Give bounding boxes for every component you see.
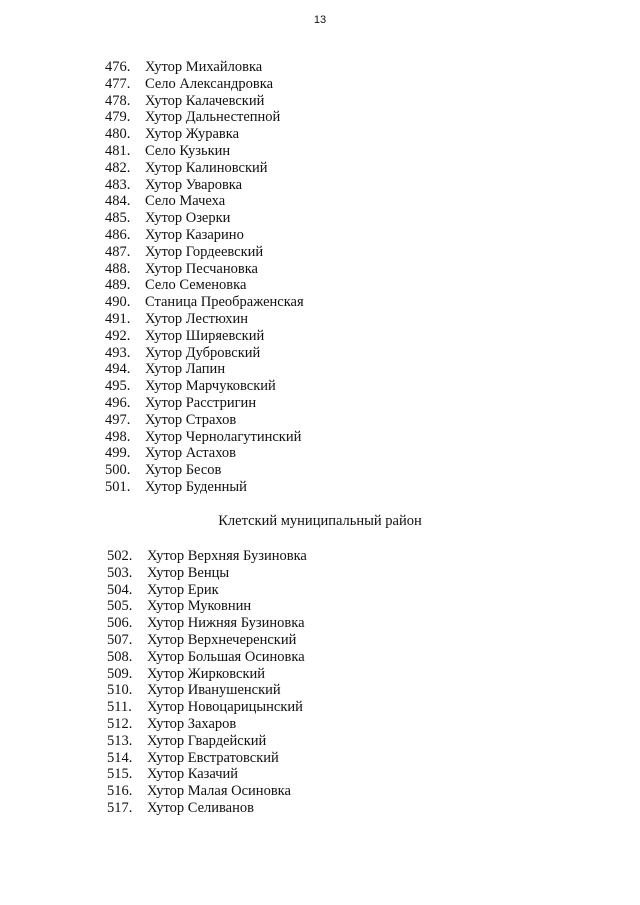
item-number: 478.	[105, 92, 131, 109]
list-item	[0, 177, 640, 194]
item-number: 498.	[105, 428, 131, 445]
item-number: 477.	[105, 75, 131, 92]
settlement-name: Хутор Песчановка	[145, 260, 258, 277]
settlement-name: Хутор Жирковский	[147, 665, 266, 682]
settlement-name: Хутор Уваровка	[145, 176, 243, 193]
list-item	[0, 109, 640, 126]
item-number: 482.	[105, 159, 131, 176]
list-item	[0, 783, 640, 800]
item-number: 476.	[105, 59, 131, 75]
list-item	[0, 261, 640, 278]
settlement-name: Хутор Ширяевский	[145, 327, 265, 344]
settlement-name: Хутор Гордеевский	[145, 243, 264, 260]
page-number: 13	[313, 14, 327, 26]
item-number: 508.	[107, 648, 133, 665]
item-number: 481.	[105, 142, 131, 159]
list-item	[0, 800, 640, 817]
list-item	[0, 160, 640, 177]
settlement-name: Хутор Журавка	[145, 126, 240, 143]
settlement-name: Хутор Ерик	[147, 581, 219, 598]
settlement-name: Хутор Дубровский	[145, 344, 261, 361]
item-number: 489.	[105, 277, 131, 294]
list-item	[0, 766, 640, 783]
item-number: 494.	[105, 361, 131, 378]
item-number: 509.	[107, 665, 133, 682]
item-number: 479.	[105, 109, 131, 126]
item-number: 487.	[105, 243, 131, 260]
settlement-name: Хутор Новоцарицынский	[147, 699, 303, 716]
item-number: 500.	[105, 462, 131, 479]
settlement-name: Село Александровка	[145, 75, 274, 92]
settlement-name: Хутор Страхов	[145, 411, 237, 428]
item-number: 514.	[107, 749, 133, 766]
settlement-list-bottom	[0, 548, 640, 817]
section-heading: Клетский муниципальный район	[218, 513, 422, 529]
list-item	[0, 126, 640, 143]
item-number: 484.	[105, 193, 131, 210]
item-number: 515.	[107, 766, 133, 783]
list-item	[0, 716, 640, 733]
settlement-name: Село Мачеха	[145, 193, 226, 210]
list-item	[0, 666, 640, 683]
list-item	[0, 649, 640, 666]
item-number: 507.	[107, 631, 133, 648]
list-item	[0, 548, 640, 565]
list-item	[0, 210, 640, 227]
item-number: 486.	[105, 226, 131, 243]
item-number: 506.	[107, 615, 133, 632]
item-number: 512.	[107, 715, 133, 732]
settlement-name: Хутор Дальнестепной	[145, 109, 281, 126]
list-item	[0, 395, 640, 412]
list-item	[0, 378, 640, 395]
settlement-name: Хутор Буденный	[145, 478, 247, 495]
list-item	[0, 227, 640, 244]
item-number: 513.	[107, 732, 133, 749]
list-item	[0, 59, 640, 76]
list-item	[0, 193, 640, 210]
list-item	[0, 615, 640, 632]
item-number: 497.	[105, 411, 131, 428]
list-item	[0, 429, 640, 446]
settlement-list-top	[0, 59, 640, 496]
list-item	[0, 632, 640, 649]
item-number: 499.	[105, 445, 131, 462]
item-number: 502.	[107, 548, 133, 564]
item-number: 496.	[105, 394, 131, 411]
item-number: 488.	[105, 260, 131, 277]
settlement-name: Хутор Малая Осиновка	[147, 783, 291, 800]
list-item	[0, 93, 640, 110]
list-item	[0, 479, 640, 496]
settlement-name: Хутор Озерки	[145, 210, 231, 227]
item-number: 504.	[107, 581, 133, 598]
list-item	[0, 598, 640, 615]
list-item	[0, 244, 640, 261]
list-item	[0, 143, 640, 160]
settlement-name: Хутор Бесов	[145, 462, 222, 479]
settlement-name: Хутор Марчуковский	[145, 378, 276, 395]
list-item	[0, 682, 640, 699]
settlement-name: Хутор Венцы	[147, 564, 230, 581]
list-item	[0, 750, 640, 767]
settlement-name: Хутор Казарино	[145, 226, 244, 243]
item-number: 480.	[105, 126, 131, 143]
settlement-name: Хутор Евстратовский	[147, 749, 279, 766]
settlement-name: Село Семеновка	[145, 277, 247, 294]
settlement-name: Хутор Калачевский	[145, 92, 265, 109]
list-item	[0, 76, 640, 93]
item-number: 483.	[105, 176, 131, 193]
list-item	[0, 328, 640, 345]
item-number: 517.	[107, 799, 133, 816]
list-item	[0, 345, 640, 362]
settlement-name: Хутор Селиванов	[147, 799, 254, 816]
settlement-name: Хутор Астахов	[145, 445, 237, 462]
settlement-name: Хутор Захаров	[147, 715, 237, 732]
settlement-name: Хутор Гвардейский	[147, 732, 267, 749]
settlement-name: Хутор Чернолагутинский	[145, 428, 302, 445]
settlement-name: Хутор Михайловка	[145, 59, 263, 75]
list-item	[0, 277, 640, 294]
settlement-name: Хутор Верхнечеренский	[147, 631, 297, 648]
settlement-name: Хутор Лапин	[145, 361, 226, 378]
settlement-name: Станица Преображенская	[145, 294, 304, 311]
settlement-name: Хутор Иванушенский	[147, 682, 281, 699]
item-number: 492.	[105, 327, 131, 344]
item-number: 505.	[107, 598, 133, 615]
item-number: 491.	[105, 310, 131, 327]
item-number: 495.	[105, 378, 131, 395]
settlement-name: Хутор Казачий	[147, 766, 239, 783]
settlement-name: Хутор Расстригин	[145, 394, 257, 411]
item-number: 511.	[107, 699, 132, 716]
settlement-name: Село Кузькин	[145, 142, 231, 159]
settlement-name: Хутор Большая Осиновка	[147, 648, 305, 665]
settlement-name: Хутор Нижняя Бузиновка	[147, 615, 305, 632]
settlement-name: Хутор Калиновский	[145, 159, 268, 176]
list-item	[0, 294, 640, 311]
item-number: 490.	[105, 294, 131, 311]
list-item	[0, 565, 640, 582]
settlement-name: Хутор Лестюхин	[145, 310, 249, 327]
item-number: 485.	[105, 210, 131, 227]
list-item	[0, 311, 640, 328]
settlement-name: Хутор Муковнин	[147, 598, 252, 615]
item-number: 516.	[107, 783, 133, 800]
item-number: 503.	[107, 564, 133, 581]
settlement-name: Хутор Верхняя Бузиновка	[147, 548, 307, 564]
item-number: 493.	[105, 344, 131, 361]
list-item	[0, 699, 640, 716]
list-item	[0, 733, 640, 750]
item-number: 501.	[105, 478, 131, 495]
list-item	[0, 462, 640, 479]
list-item	[0, 412, 640, 429]
list-item	[0, 361, 640, 378]
list-item	[0, 445, 640, 462]
list-item	[0, 582, 640, 599]
item-number: 510.	[107, 682, 133, 699]
